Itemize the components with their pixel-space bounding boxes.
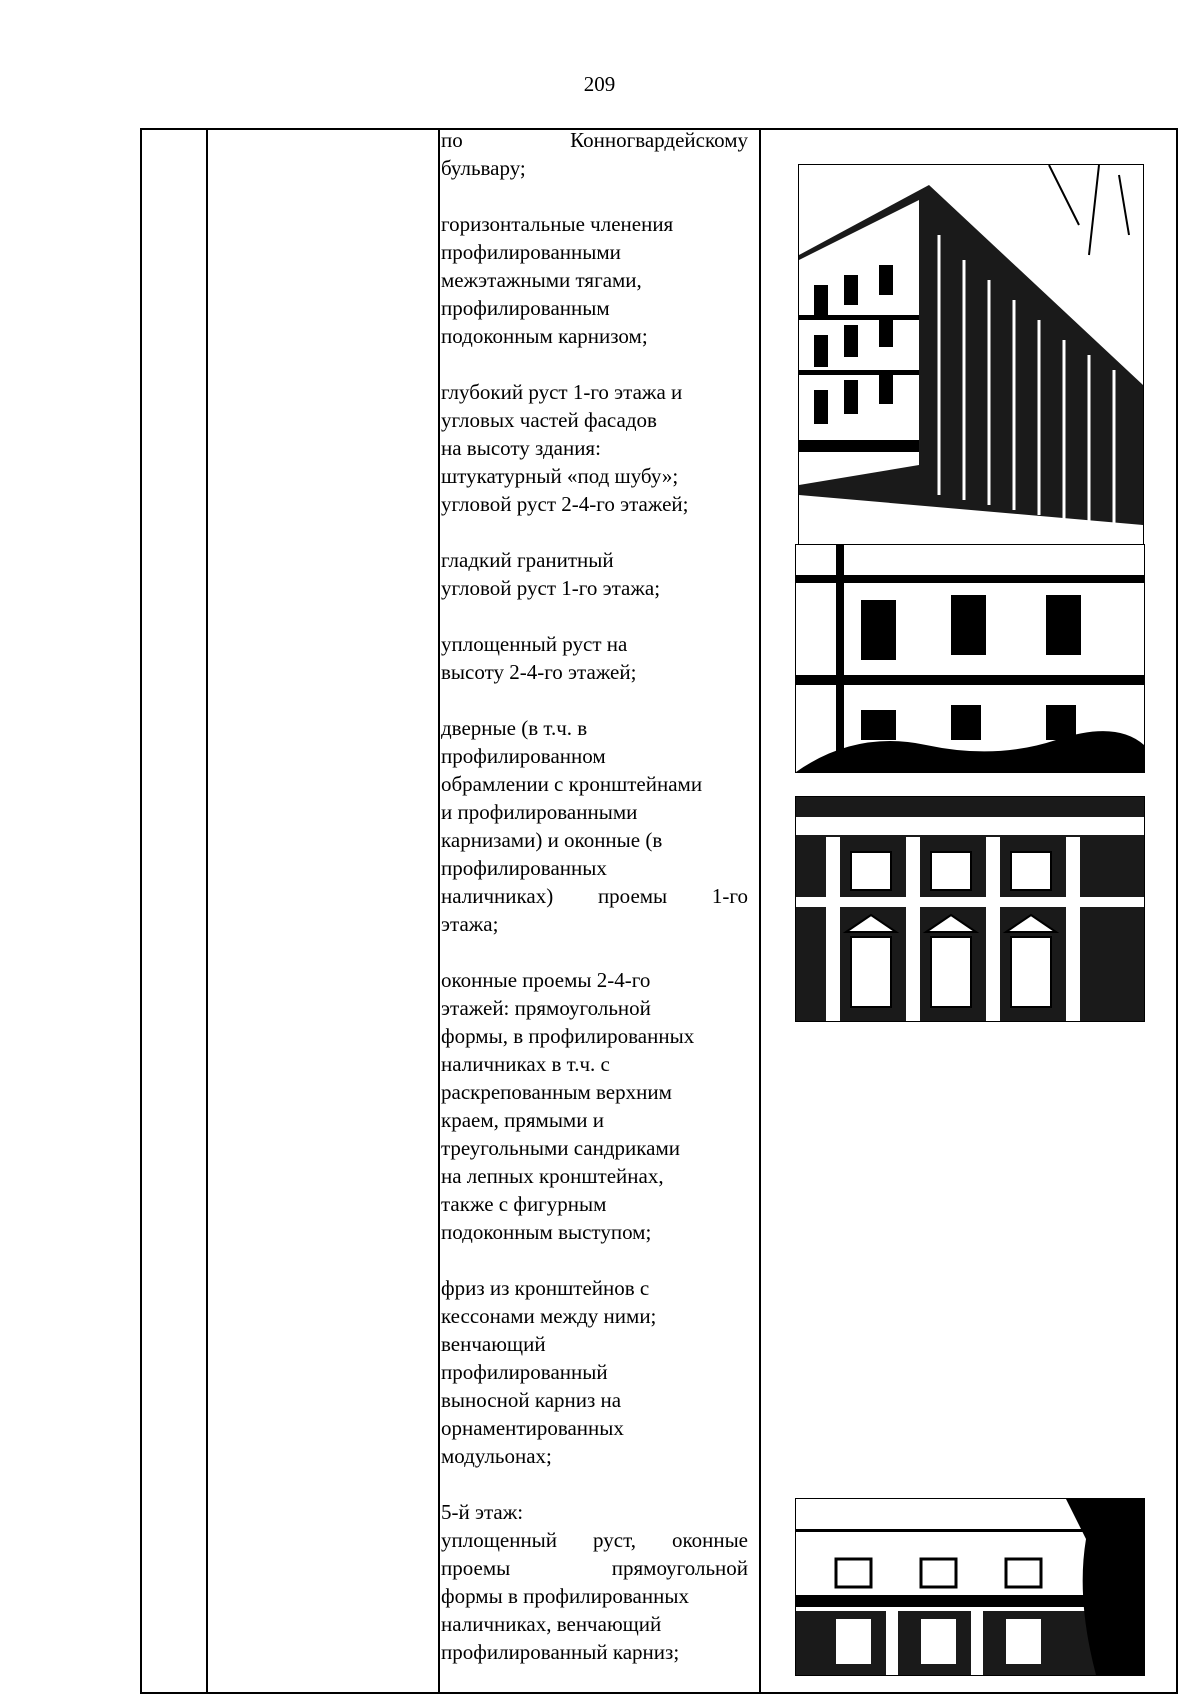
corner-building-photo [798,164,1144,546]
description-line: выносной карниз на [441,1388,622,1412]
description-paragraph [441,714,748,938]
description-line: глубокий руст 1-го этажа и [441,380,683,404]
description-line: горизонтальные членения [441,212,674,236]
facade-ground-floor-photo [795,544,1145,773]
description-line: угловой руст 1-го этажа; [441,576,661,600]
description-line: оконные проемы 2-4-го [441,968,651,992]
description-paragraph [441,966,748,1246]
description-line: дверные (в т.ч. в [441,716,588,740]
description-line: кессонами между ними; [441,1304,657,1328]
description-line: подоконным выступом; [441,1220,652,1244]
column-divider [759,130,761,1692]
description-line: высоту 2-4-го этажей; [441,660,637,684]
description-line: треугольными сандриками [441,1136,681,1160]
description-line: венчающий [441,1332,546,1356]
description-paragraph [441,378,748,518]
description-line: на высоту здания: [441,436,601,460]
description-paragraph [441,126,748,182]
description-line: профилированным [441,296,610,320]
description-line: профилированными [441,240,621,264]
description-line: краем, прямыми и [441,1108,604,1132]
description-line: гладкий гранитный [441,548,614,572]
description-line: профилированном [441,744,606,768]
description-line: профилированный [441,1360,608,1384]
column-divider [206,130,208,1692]
description-line: наличниках в т.ч. с [441,1052,610,1076]
description-line: фриз из кронштейнов с [441,1276,650,1300]
description-line: наличниках, венчающий [441,1612,662,1636]
description-line: на лепных кронштейнах, [441,1164,664,1188]
description-line: наличниках) проемы 1-го [441,884,748,908]
description-line: проемы прямоугольной [441,1556,748,1580]
description-line: этажей: прямоугольной [441,996,651,1020]
description-line: также с фигурным [441,1192,607,1216]
description-line: и профилированными [441,800,638,824]
description-line: уплощенный руст на [441,632,628,656]
description-line: этажа; [441,912,499,936]
description-line: межэтажными тягами, [441,268,642,292]
description-cell [441,126,748,1694]
description-line: по Конногвардейскому [441,128,748,152]
description-line: 5-й этаж: [441,1500,524,1524]
description-line: модульонах; [441,1444,552,1468]
column-divider [438,130,440,1692]
page-number: 209 [583,72,616,96]
description-paragraph [441,1274,748,1470]
description-line: штукатурный «под шубу»; [441,464,679,488]
description-line: уплощенный руст, оконные [441,1528,748,1552]
document-table [140,128,1178,1694]
description-line: карнизами) и оконные (в [441,828,663,852]
description-line: формы, в профилированных [441,1024,695,1048]
description-line: обрамлении с кронштейнами [441,772,703,796]
description-line: подоконным карнизом; [441,324,648,348]
description-paragraph [441,1498,748,1666]
facade-top-floor-photo [795,1498,1145,1676]
description-line: профилированных [441,856,607,880]
description-line: профилированный карниз; [441,1640,680,1664]
description-paragraph [441,630,748,686]
description-line: раскрепованным верхним [441,1080,672,1104]
description-line: орнаментированных [441,1416,624,1440]
description-paragraph [441,546,748,602]
description-paragraph [441,210,748,350]
facade-windows-photo [795,796,1145,1022]
description-line: угловой руст 2-4-го этажей; [441,492,689,516]
description-line: бульвару; [441,156,526,180]
description-line: угловых частей фасадов [441,408,657,432]
description-line: формы в профилированных [441,1584,689,1608]
